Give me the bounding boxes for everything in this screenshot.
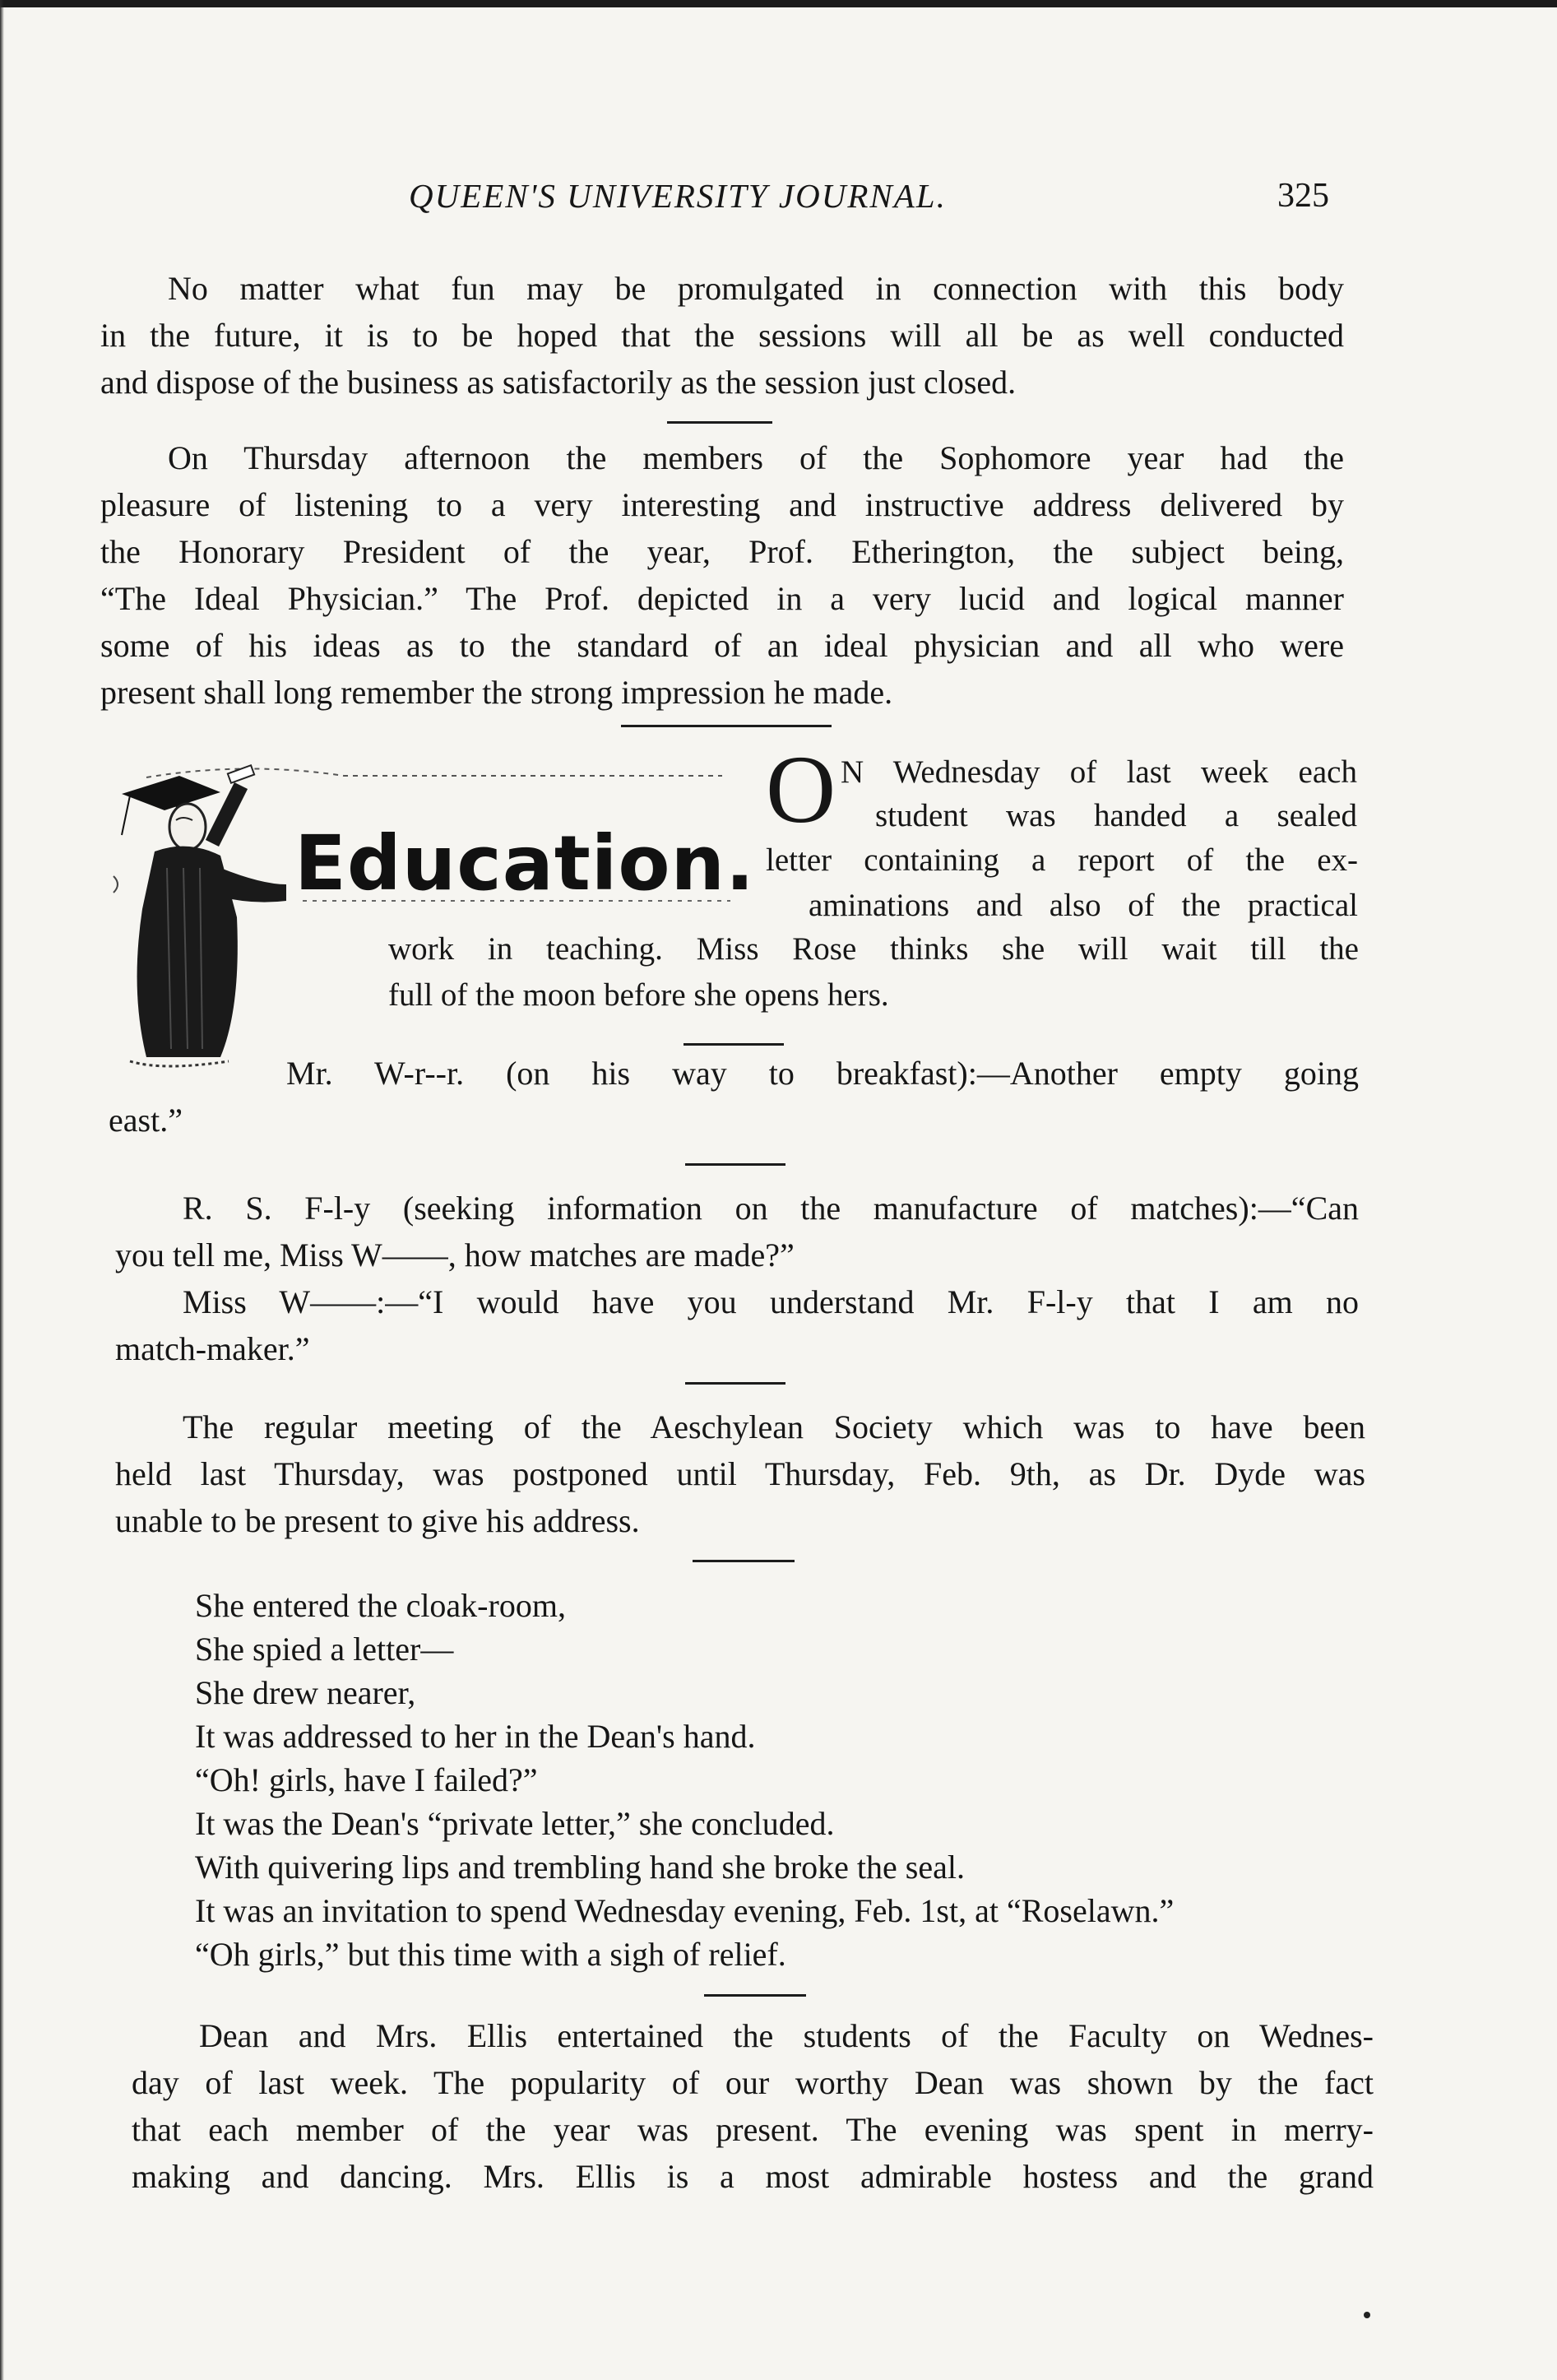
- poem-line: It was addressed to her in the Dean's hand.: [195, 1718, 756, 1755]
- text-line: Miss W——:—“I would have you understand Mr. F-l-y that I am no: [183, 1283, 1359, 1320]
- separator-rule: [693, 1560, 795, 1562]
- text-line: student was handed a sealed: [875, 798, 1357, 833]
- text-line: day of last week. The popularity of our worthy Dean was shown by the fact: [132, 2064, 1374, 2101]
- education-item-first-lines: [841, 750, 1357, 837]
- graduate-illustration: [97, 745, 755, 1090]
- text-line: On Thursday afternoon the members of the Sophomore year had the: [168, 439, 1344, 476]
- text-line: unable to be present to give his address.: [115, 1502, 640, 1539]
- paragraph-matches: [115, 1185, 1359, 1372]
- poem-line: It was an invitation to spend Wednesday evening, Feb. 1st, at “Roselawn.”: [195, 1892, 1175, 1929]
- education-item-side-lines: [766, 837, 1358, 928]
- separator-rule: [667, 421, 772, 424]
- text-line: Mr. W-r--r. (on his way to breakfast):—Another empty going: [286, 1055, 1359, 1092]
- text-line: R. S. F-l-y (seeking information on the manufacture of matches):—“Can: [183, 1190, 1359, 1227]
- text-line: that each member of the year was present. The evening was spent in merry-: [132, 2111, 1374, 2148]
- separator-rule: [685, 1382, 785, 1385]
- text-line: aminations and also of the practical: [809, 888, 1358, 923]
- education-item-continuation: [388, 926, 1359, 1018]
- text-line: pleasure of listening to a very interesting and instructive address delivered by: [100, 486, 1344, 523]
- separator-rule: [685, 1163, 785, 1166]
- poem-line: “Oh! girls, have I failed?”: [195, 1761, 538, 1798]
- text-line: you tell me, Miss W——, how matches are made?”: [115, 1236, 795, 1274]
- text-line: Dean and Mrs. Ellis entertained the students of the Faculty on Wednes-: [199, 2017, 1374, 2054]
- text-line: and dispose of the business as satisfactorily as the session just closed.: [100, 364, 1017, 401]
- drop-cap: O: [766, 735, 836, 843]
- paragraph-breakfast: [109, 1050, 1359, 1144]
- text-line: N Wednesday of last week each: [841, 754, 1357, 790]
- text-line: match-maker.”: [115, 1330, 310, 1367]
- text-line: “The Ideal Physician.” The Prof. depicted in a very lucid and logical manner: [100, 580, 1344, 617]
- journal-title: QUEEN'S UNIVERSITY JOURNAL.: [409, 177, 947, 215]
- text-line: The regular meeting of the Aeschylean Society which was to have been: [183, 1408, 1365, 1445]
- text-line: letter containing a report of the ex-: [766, 842, 1358, 878]
- ink-speck: [1364, 2312, 1370, 2318]
- page-left-edge: [0, 0, 4, 2380]
- text-line: east.”: [109, 1102, 183, 1139]
- poem-line: She drew nearer,: [195, 1674, 416, 1711]
- poem-line: With quivering lips and trembling hand she broke the seal.: [195, 1849, 965, 1886]
- poem-line: She spied a letter—: [195, 1631, 454, 1668]
- text-line: making and dancing. Mrs. Ellis is a most admirable hostess and the grand: [132, 2158, 1374, 2195]
- text-line: work in teaching. Miss Rose thinks she will wait till the: [388, 931, 1359, 967]
- text-line: present shall long remember the strong impression he made.: [100, 674, 893, 711]
- poem-line: It was the Dean's “private letter,” she concluded.: [195, 1805, 835, 1842]
- section-heading-education: Education.: [294, 819, 755, 907]
- top-border-rule: [0, 0, 1557, 7]
- paragraph-aeschylean: [115, 1403, 1365, 1544]
- separator-rule: [704, 1994, 806, 1997]
- paragraph-sophomore: [100, 434, 1344, 716]
- text-line: No matter what fun may be promulgated in connection with this body: [168, 270, 1344, 307]
- separator-rule: [684, 1043, 784, 1046]
- text-line: in the future, it is to be hoped that the sessions will all be as well conducted: [100, 317, 1344, 354]
- poem-line: She entered the cloak-room,: [195, 1587, 566, 1624]
- text-line: the Honorary President of the year, Prof. Etherington, the subject being,: [100, 533, 1344, 570]
- section-separator-rule: [621, 725, 832, 727]
- text-line: held last Thursday, was postponed until Thursday, Feb. 9th, as Dr. Dyde was: [115, 1455, 1365, 1492]
- poem: [195, 1584, 1174, 1976]
- text-line: some of his ideas as to the standard of an ideal physician and all who were: [100, 627, 1344, 664]
- paragraph-dean-ellis: [132, 2012, 1374, 2200]
- poem-line: “Oh girls,” but this time with a sigh of relief.: [195, 1936, 786, 1973]
- page-number: 325: [1277, 177, 1329, 215]
- paragraph-sessions: [100, 265, 1344, 406]
- text-line: full of the moon before she opens hers.: [388, 977, 889, 1013]
